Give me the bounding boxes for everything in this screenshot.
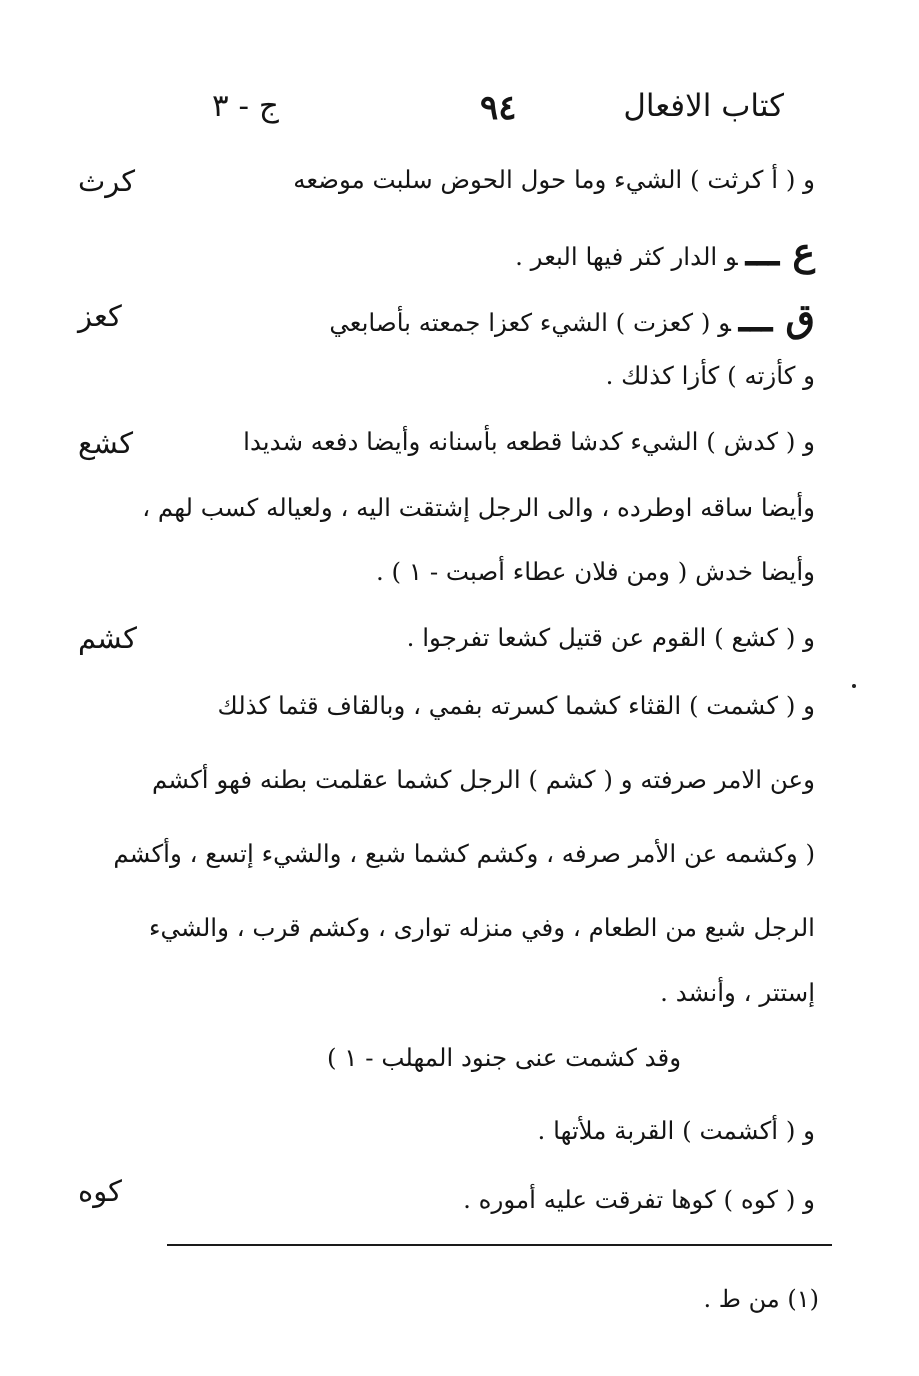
margin-headword-kaaza: كعز [78,299,122,333]
book-title: كتاب الافعال [623,88,784,124]
text-line: وأيضا ساقه اوطرده ، والى الرجل إشتقت اليه ، ولعياله كسب لهم ، [142,493,815,522]
text-line: وأيضا خدش ( ومن فلان عطاء أصبت - ١ ) . [375,557,815,586]
verse-line: وقد كشمت عنى جنود المهلب - ١ ) [326,1043,682,1072]
text-line: و كأزته ) كأزا كذلك . [605,361,815,390]
text-line: إستتر ، وأنشد . [660,978,815,1007]
margin-headword-kashama: كشم [78,621,137,655]
text-line: و ( كشمت ) القثاء كشما كسرته بفمي ، وبالقاف قثما كذلك [217,691,815,720]
text-line: و ( كشع ) القوم عن قتيل كشعا تفرجوا . [406,623,815,652]
text-line: الرجل شبع من الطعام ، وفي منزله توارى ، وكشم قرب ، والشيء [149,913,815,942]
letter-mark-ain: ع ـــ [745,229,815,274]
letter-mark-qaf: ق ـــ [738,295,815,340]
text-line [185,295,815,340]
text-line: و ( كدش ) الشيء كدشا قطعه بأسنانه وأيضا دفعه شديدا [243,427,815,456]
text-line: ( وكشمه عن الأمر صرفه ، وكشم كشما شبع ، والشيء إتسع ، وأكشم [113,839,815,868]
text-line-content: و الدار كثر فيها البعر . [515,242,738,271]
margin-headword-kawaha: كوه [78,1174,122,1208]
text-line: و ( كوه ) كوها تفرقت عليه أموره . [463,1185,815,1214]
page-number: ٩٤ [480,88,517,128]
text-line: و ( أ كرثت ) الشيء وما حول الحوض سلبت موضعه [293,165,815,194]
footnote-divider [167,1244,832,1246]
text-line [185,229,815,274]
text-line: و ( أكشمت ) القربة ملأتها . [537,1116,815,1145]
margin-headword-karatha: كرث [78,164,136,198]
text-line: وعن الامر صرفته و ( كشم ) الرجل كشما عقلمت بطنه فهو أكشم [151,765,815,794]
volume-label: ج - ٣ [212,88,279,124]
margin-headword-kashaa: كشع [78,426,134,460]
ink-speck [852,684,856,688]
footnote: (١) من ط . [703,1285,819,1313]
text-line-content: و ( كعزت ) الشيء كعزا جمعته بأصابعي [329,308,731,337]
